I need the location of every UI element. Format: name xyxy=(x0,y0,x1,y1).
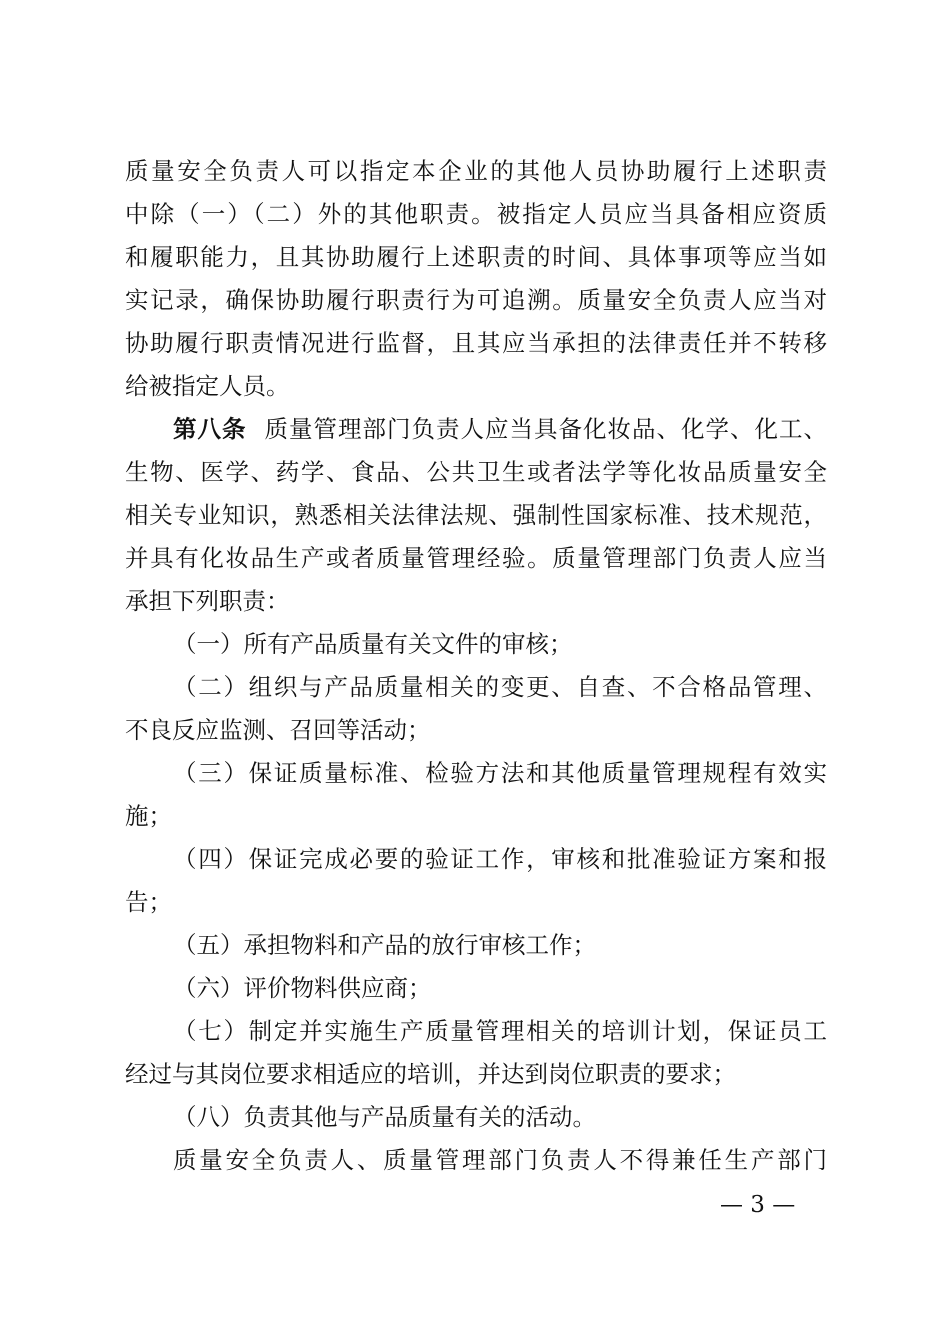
paragraph-line: 中除（一）（二）外的其他职责。被指定人员应当具备相应资质 xyxy=(125,200,827,228)
list-item: （七）制定并实施生产质量管理相关的培训计划，保证员工 xyxy=(173,1017,827,1045)
paragraph-line: 质量安全负责人可以指定本企业的其他人员协助履行上述职责 xyxy=(125,157,827,185)
list-item-continuation: 施； xyxy=(125,802,172,830)
paragraph-line: 质量安全负责人、质量管理部门负责人不得兼任生产部门 xyxy=(173,1146,827,1174)
paragraph-line: 生物、医学、药学、食品、公共卫生或者法学等化妆品质量安全 xyxy=(125,458,827,486)
list-item: （八）负责其他与产品质量有关的活动。 xyxy=(173,1103,596,1131)
paragraph-line: 给被指定人员。 xyxy=(125,372,290,400)
paragraph-line: 和履职能力，且其协助履行上述职责的时间、具体事项等应当如 xyxy=(125,243,827,271)
article-label: 第八条 xyxy=(173,415,247,443)
list-item-continuation: 不良反应监测、召回等活动； xyxy=(125,716,431,744)
list-item-continuation: 经过与其岗位要求相适应的培训，并达到岗位职责的要求； xyxy=(125,1060,736,1088)
paragraph-line: 协助履行职责情况进行监督，且其应当承担的法律责任并不转移 xyxy=(125,329,827,357)
list-item: （一）所有产品质量有关文件的审核； xyxy=(173,630,573,658)
paragraph-line: 承担下列职责： xyxy=(125,587,290,615)
list-item-continuation: 告； xyxy=(125,888,172,916)
article-heading-line xyxy=(173,414,827,444)
article-text: 质量管理部门负责人应当具备化妆品、化学、化工、 xyxy=(264,415,827,443)
list-item: （二）组织与产品质量相关的变更、自查、不合格品管理、 xyxy=(173,673,827,701)
paragraph-line: 并具有化妆品生产或者质量管理经验。质量管理部门负责人应当 xyxy=(125,544,827,572)
page-number: — 3 — xyxy=(720,1192,796,1218)
list-item: （五）承担物料和产品的放行审核工作； xyxy=(173,931,596,959)
list-item: （六）评价物料供应商； xyxy=(173,974,432,1002)
paragraph-line: 相关专业知识，熟悉相关法律法规、强制性国家标准、技术规范， xyxy=(125,501,827,529)
list-item: （四）保证完成必要的验证工作，审核和批准验证方案和报 xyxy=(173,845,827,873)
list-item: （三）保证质量标准、检验方法和其他质量管理规程有效实 xyxy=(173,759,827,787)
paragraph-line: 实记录，确保协助履行职责行为可追溯。质量安全负责人应当对 xyxy=(125,286,827,314)
